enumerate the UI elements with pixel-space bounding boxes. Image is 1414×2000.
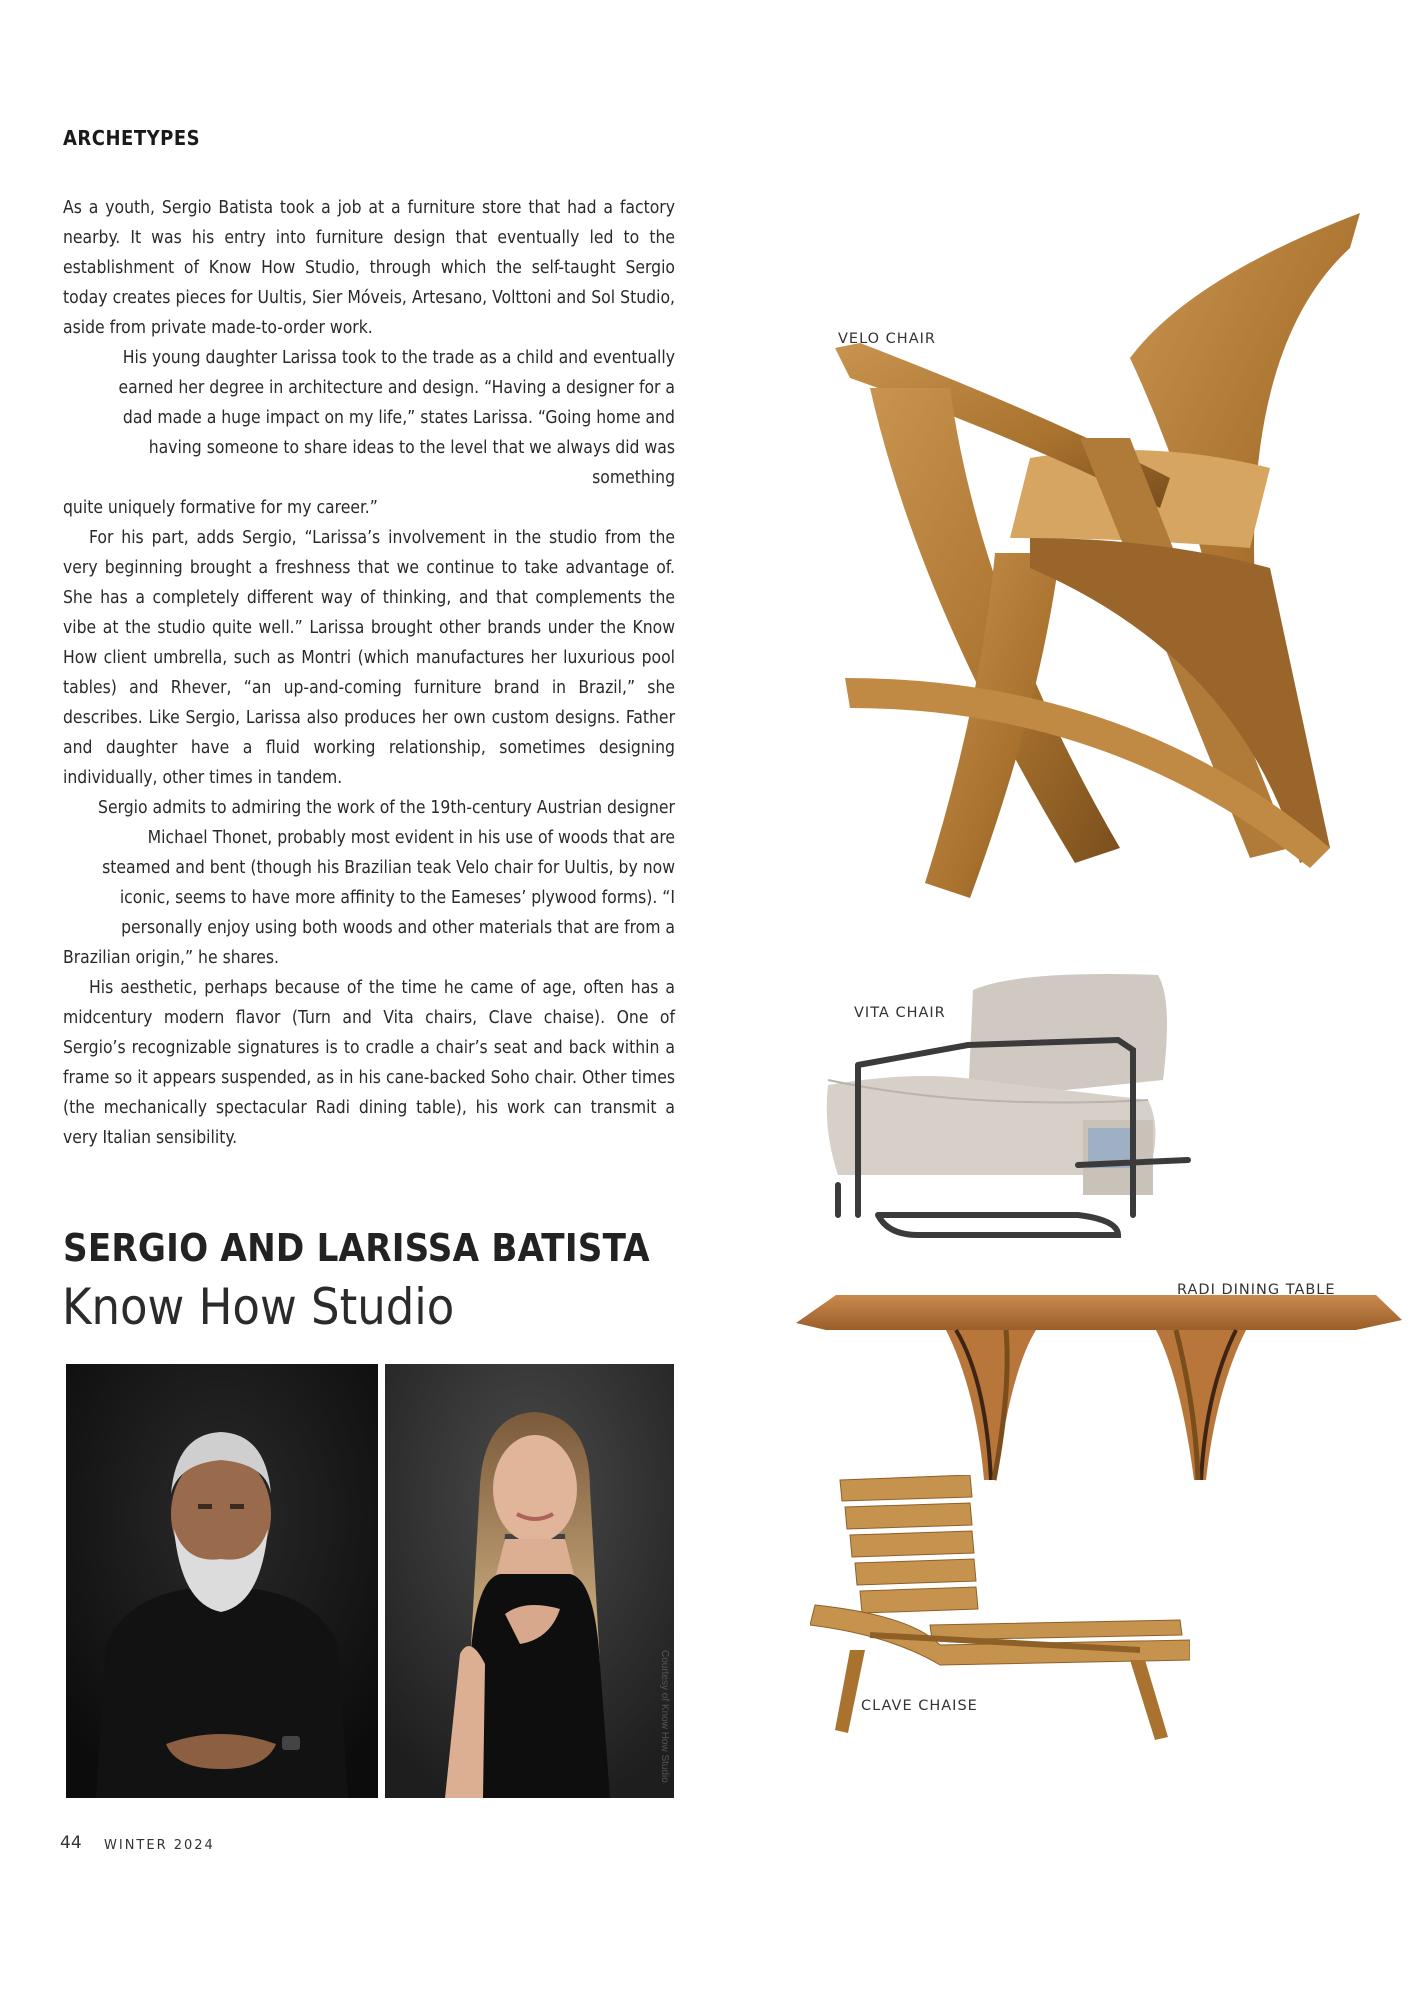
caption-radi-table: RADI DINING TABLE bbox=[1177, 1282, 1336, 1298]
paragraph-4-line: iconic, seems to have more affinity to the Eameses’ plywood forms). “I bbox=[119, 888, 675, 908]
paragraph-4-line: Michael Thonet, probably most evident in his use of woods that are bbox=[147, 828, 675, 848]
caption-vita-chair: VITA CHAIR bbox=[854, 1005, 946, 1021]
radi-table-image bbox=[796, 1290, 1402, 1485]
caption-clave-chaise: CLAVE CHAISE bbox=[861, 1698, 978, 1714]
paragraph-3: For his part, adds Sergio, “Larissa’s involvement in the studio from the very beginning brought a freshness that we continue to take advantage of. She has a completely different way of thinking, and that complements the vibe at the studio quite well.” Larissa brought other brands under the Know How client umbrella, such as Montri (which manufactures her luxurious pool tables) and Rhever, “an up-and-coming furniture brand in Brazil,” she describes. Like Sergio, Larissa also produces her own custom designs. Father and daughter have a fluid working relationship, sometimes designing individually, other times in tandem. bbox=[63, 528, 675, 788]
paragraph-1: As a youth, Sergio Batista took a job at a furniture store that had a factory nearby. It was his entry into furniture design that eventually led to the establishment of Know How Studio, through which the self-taught Sergio today creates pieces for Uultis, Sier Móveis, Artesano, Volttoni and Sol Studio, aside from private made-to-order work. bbox=[63, 198, 675, 338]
paragraph-4-line: personally enjoy using both woods and other materials that are from a bbox=[121, 918, 675, 938]
paragraph-2-line: His young daughter Larissa took to the trade as a child and eventually bbox=[122, 348, 675, 368]
caption-velo-chair: VELO CHAIR bbox=[838, 331, 936, 347]
paragraph-2 bbox=[63, 343, 675, 523]
paragraph-2-line: earned her degree in architecture and design. “Having a designer for a bbox=[118, 378, 675, 398]
issue-label: WINTER 2024 bbox=[104, 1838, 215, 1853]
paragraph-4-line: steamed and bent (though his Brazilian teak Velo chair for Uultis, by now bbox=[102, 858, 675, 878]
studio-title: Know How Studio bbox=[62, 1278, 455, 1336]
paragraph-5: His aesthetic, perhaps because of the time he came of age, often has a midcentury modern flavor (Turn and Vita chairs, Clave chaise). One of Sergio’s recognizable signatures is to cradle a chair’s seat and back within a frame so it appears suspended, as in his cane-backed Soho chair. Other times (the mechanically spectacular Radi dining table), his work can transmit a very Italian sensibility. bbox=[63, 978, 675, 1148]
page-number: 44 bbox=[60, 1833, 82, 1853]
section-tag: ARCHETYPES bbox=[63, 126, 201, 150]
designer-names: SERGIO AND LARISSA BATISTA bbox=[63, 1226, 650, 1270]
paragraph-2-end: quite uniquely formative for my career.” bbox=[63, 498, 378, 518]
velo-chair-image bbox=[830, 208, 1370, 908]
paragraph-2-line: dad made a huge impact on my life,” states Larissa. “Going home and bbox=[122, 408, 675, 428]
paragraph-2-line: having someone to share ideas to the level that we always did was bbox=[148, 438, 675, 458]
paragraph-4-end: Brazilian origin,” he shares. bbox=[63, 948, 280, 968]
portrait-larissa bbox=[385, 1364, 674, 1798]
photo-credit: Courtesy of Know How Studio bbox=[659, 1650, 670, 1783]
paragraph-4-line: Sergio admits to admiring the work of the 19th-century Austrian designer bbox=[98, 798, 675, 818]
paragraph-2-line: something bbox=[592, 468, 675, 488]
paragraph-4 bbox=[63, 793, 675, 973]
article-body bbox=[63, 193, 675, 1153]
portrait-sergio bbox=[66, 1364, 378, 1798]
